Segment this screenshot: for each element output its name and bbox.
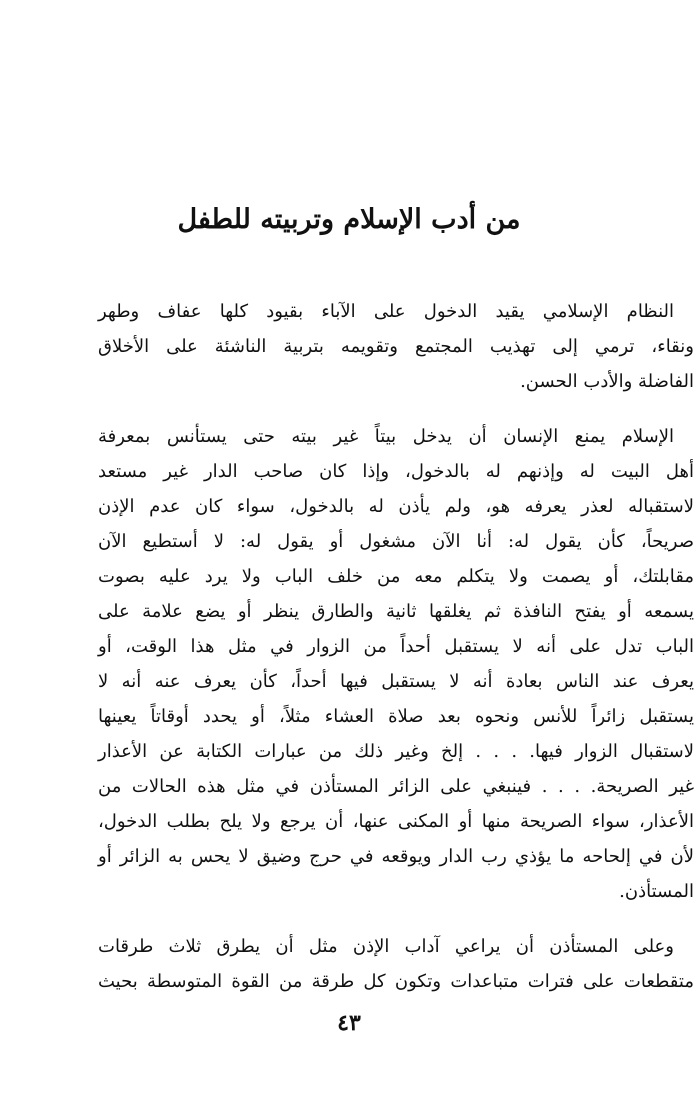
text-line: وعلى المستأذن أن يراعي آداب الإذن مثل أن يطرق ثلاث طرقات	[98, 936, 674, 957]
paragraph-1	[98, 294, 694, 399]
text-line: صريحاً، كأن يقول له: أنا الآن مشغول أو يقول له: لا أستطيع الآن	[98, 531, 694, 552]
text-line: أهل البيت له وإذنهم له بالدخول، وإذا كان صاحب الدار غير مستعد	[98, 461, 694, 482]
text-line: مقابلتك، أو يصمت ولا يتكلم معه من خلف الباب ولا يرد عليه بصوت	[98, 566, 694, 587]
text-line: ونقاء، ترمي إلى تهذيب المجتمع وتقويمه بتربية الناشئة على الأخلاق	[98, 336, 694, 357]
text-line: يسمعه أو يفتح النافذة ثم يغلقها ثانية والطارق ينظر أو يضع علامة على	[98, 601, 694, 622]
text-line: يعرف عند الناس بعادة أنه لا يستقبل فيها أحداً، كأن يعرف عنه أنه لا	[98, 671, 694, 692]
text-line: لاستقباله لعذر يعرفه هو، ولم يأذن له بالدخول، سواء كان عدم الإذن	[98, 496, 694, 517]
paragraph-3	[98, 929, 694, 999]
text-line: المستأذن.	[619, 881, 694, 902]
text-line: لاستقبال الزوار فيها. . . . إلخ وغير ذلك من عبارات الكتابة عن الأعذار	[98, 741, 694, 762]
text-line: الباب تدل على أنه لا يستقبل أحداً من الزوار في مثل هذا الوقت، أو	[98, 636, 694, 657]
text-line: الأعذار، سواء الصريحة منها أو المكنى عنها، أن يرجع ولا يلح بطلب الدخول،	[98, 811, 694, 832]
text-line: متقطعات على فترات متباعدات وتكون كل طرقة من القوة المتوسطة بحيث	[98, 971, 694, 992]
text-line: الفاضلة والأدب الحسن.	[520, 371, 694, 392]
body-text	[98, 294, 694, 1019]
paragraph-2	[98, 419, 694, 909]
text-line: الإسلام يمنع الإنسان أن يدخل بيتاً غير بيته حتى يستأنس بمعرفة	[98, 426, 674, 447]
text-line: النظام الإسلامي يقيد الدخول على الآباء بقيود كلها عفاف وطهر	[98, 301, 674, 322]
chapter-title: من أدب الإسلام وتربيته للطفل	[177, 204, 521, 235]
text-line: يستقبل زائراً للأنس ونحوه بعد صلاة العشاء مثلاً، أو يحدد أوقاتاً يعينها	[98, 706, 694, 727]
page-number: ٤٣	[337, 1010, 361, 1036]
text-line: غير الصريحة. . . . فينبغي على الزائر المستأذن في مثل هذه الحالات من	[98, 776, 694, 797]
text-line: لأن في إلحاحه ما يؤذي رب الدار ويوقعه في حرج وضيق لا يحس به الزائر أو	[98, 846, 694, 867]
